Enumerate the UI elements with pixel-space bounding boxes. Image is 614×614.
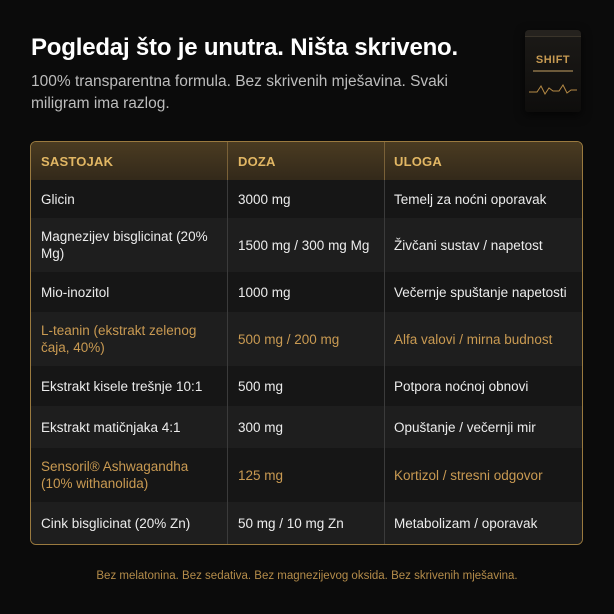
table-header-row — [31, 142, 583, 181]
cell-role: Temelj za noćni oporavak — [394, 191, 547, 207]
cell-dose: 1000 mg — [228, 272, 385, 312]
cell-role: Metabolizam / oporavak — [394, 515, 538, 531]
cell-ingredient: Glicin — [31, 180, 228, 218]
cell-dose: 300 mg — [228, 406, 385, 448]
cell-dose: 500 mg / 200 mg — [228, 312, 385, 366]
table-row — [31, 180, 583, 219]
table-row — [31, 448, 583, 503]
cell-ingredient: L-teanin (ekstrakt zelenog čaja, 40%) — [31, 312, 228, 366]
cell-ingredient: Ekstrakt kisele trešnje 10:1 — [31, 366, 228, 406]
cell-role: Večernje spuštanje napetosti — [394, 284, 567, 300]
cell-ingredient: Mio-inozitol — [31, 272, 228, 312]
product-brand-label: SHIFT — [535, 54, 571, 66]
cell-role: Kortizol / stresni odgovor — [394, 467, 543, 483]
cell-role: Živčani sustav / napetost — [394, 237, 543, 253]
table-row — [31, 502, 583, 544]
cell-role: Potpora noćnoj obnovi — [394, 378, 529, 394]
package-wave-graphic — [529, 82, 577, 96]
package-stripe — [533, 70, 573, 72]
page-subtitle: 100% transparentna formula. Bez skrivenih mješavina. Svaki miligram ima razlog. — [31, 73, 448, 112]
cell-dose: 125 mg — [228, 448, 385, 502]
table-row — [31, 312, 583, 367]
table-row — [31, 366, 583, 407]
cell-ingredient: Cink bisglicinat (20% Zn) — [31, 502, 228, 544]
table-row — [31, 218, 583, 273]
cell-role: Opuštanje / večernji mir — [394, 419, 536, 435]
cell-dose: 3000 mg — [228, 180, 385, 218]
package-seal — [525, 30, 581, 37]
product-package-image — [525, 30, 581, 112]
column-header-dose: DOZA — [228, 142, 385, 180]
cell-ingredient: Ekstrakt matičnjaka 4:1 — [31, 406, 228, 448]
cell-role: Alfa valovi / mirna budnost — [394, 331, 553, 347]
cell-dose: 1500 mg / 300 mg Mg — [228, 218, 385, 272]
cell-dose: 500 mg — [228, 366, 385, 406]
column-header-ingredient: SASTOJAK — [31, 142, 228, 180]
table-row — [31, 406, 583, 449]
cell-ingredient: Magnezijev bisglicinat (20% Mg) — [31, 218, 228, 272]
ingredients-table — [30, 141, 583, 545]
footer-note: Bez melatonina. Bez sedativa. Bez magnezijevog oksida. Bez skrivenih mješavina. — [96, 570, 518, 582]
cell-dose: 50 mg / 10 mg Zn — [228, 502, 385, 544]
page-title: Pogledaj što je unutra. Ništa skriveno. — [31, 34, 458, 61]
column-header-role: ULOGA — [394, 153, 442, 169]
cell-ingredient: Sensoril® Ashwagandha (10% withanolida) — [31, 448, 228, 502]
table-row — [31, 272, 583, 313]
